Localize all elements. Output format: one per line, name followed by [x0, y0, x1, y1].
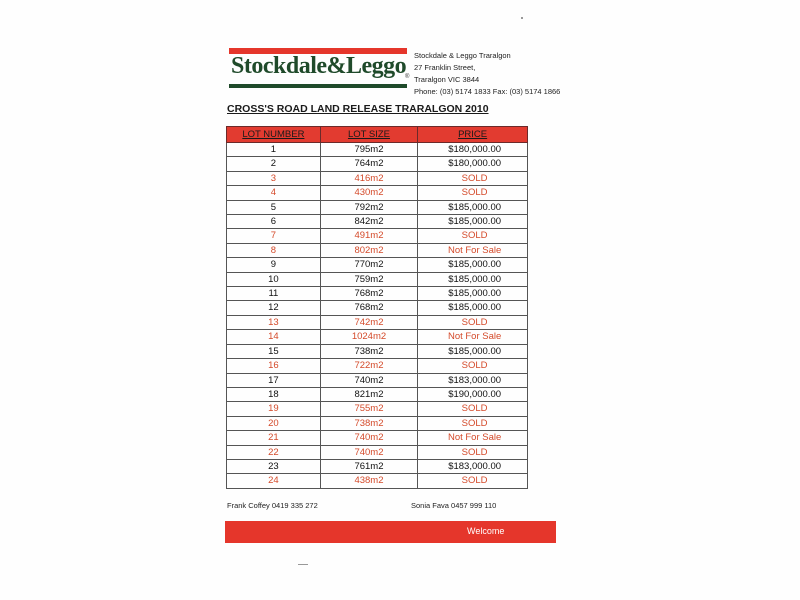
lot-size-cell: 438m2 — [320, 474, 417, 488]
lot-number-cell: 1 — [227, 143, 321, 157]
lot-number-cell: 8 — [227, 243, 321, 257]
lot-size-cell: 795m2 — [320, 143, 417, 157]
header-lot-number: LOT NUMBER — [227, 127, 321, 143]
lot-number-cell: 5 — [227, 200, 321, 214]
table-row — [227, 431, 528, 445]
lot-number-cell: 9 — [227, 258, 321, 272]
lot-size-cell: 491m2 — [320, 229, 417, 243]
price-cell: $185,000.00 — [418, 287, 528, 301]
price-cell: SOLD — [418, 229, 528, 243]
lot-number-cell: 24 — [227, 474, 321, 488]
lot-number-cell: 2 — [227, 157, 321, 171]
table-row — [227, 157, 528, 171]
price-cell: SOLD — [418, 402, 528, 416]
lot-number-cell: 13 — [227, 315, 321, 329]
price-cell: $185,000.00 — [418, 200, 528, 214]
lot-size-cell: 740m2 — [320, 445, 417, 459]
price-cell: Not For Sale — [418, 330, 528, 344]
table-row — [227, 171, 528, 185]
price-cell: Not For Sale — [418, 431, 528, 445]
lot-number-cell: 21 — [227, 431, 321, 445]
price-cell: $185,000.00 — [418, 258, 528, 272]
welcome-banner — [225, 521, 556, 543]
lot-price-table — [226, 126, 528, 489]
price-cell: $185,000.00 — [418, 301, 528, 315]
lot-size-cell: 722m2 — [320, 359, 417, 373]
lot-size-cell: 768m2 — [320, 287, 417, 301]
scan-speck — [521, 17, 523, 19]
price-cell: SOLD — [418, 474, 528, 488]
registered-mark: ® — [405, 74, 410, 80]
table-row — [227, 287, 528, 301]
company-address — [414, 50, 560, 98]
price-cell: $180,000.00 — [418, 143, 528, 157]
lot-size-cell: 740m2 — [320, 373, 417, 387]
address-street: 27 Franklin Street, — [414, 63, 476, 72]
table-row — [227, 402, 528, 416]
table-row — [227, 330, 528, 344]
lot-size-cell: 759m2 — [320, 272, 417, 286]
contact-sonia-fava: Sonia Fava 0457 999 110 — [411, 501, 497, 510]
lot-size-cell: 802m2 — [320, 243, 417, 257]
lot-size-cell: 761m2 — [320, 459, 417, 473]
contact-frank-coffey: Frank Coffey 0419 335 272 — [227, 501, 318, 510]
price-cell: SOLD — [418, 171, 528, 185]
logo-name-part2: &Leggo — [326, 53, 407, 79]
table-row — [227, 143, 528, 157]
lot-number-cell: 20 — [227, 416, 321, 430]
table-row — [227, 459, 528, 473]
lot-number-cell: 23 — [227, 459, 321, 473]
lot-size-cell: 764m2 — [320, 157, 417, 171]
company-logo — [229, 48, 410, 88]
table-row — [227, 344, 528, 358]
price-cell: $185,000.00 — [418, 272, 528, 286]
header-price: PRICE — [418, 127, 528, 143]
welcome-text: Welcome — [467, 526, 505, 536]
lot-size-cell: 770m2 — [320, 258, 417, 272]
price-cell: SOLD — [418, 445, 528, 459]
table-row — [227, 243, 528, 257]
table-row — [227, 373, 528, 387]
lot-size-cell: 842m2 — [320, 215, 417, 229]
lot-size-cell: 738m2 — [320, 344, 417, 358]
lot-number-cell: 7 — [227, 229, 321, 243]
lot-size-cell: 1024m2 — [320, 330, 417, 344]
lot-size-cell: 430m2 — [320, 186, 417, 200]
lot-size-cell: 738m2 — [320, 416, 417, 430]
lot-number-cell: 16 — [227, 359, 321, 373]
price-cell: SOLD — [418, 186, 528, 200]
table-row — [227, 445, 528, 459]
document-title: CROSS'S ROAD LAND RELEASE TRARALGON 2010 — [227, 103, 489, 115]
lot-number-cell: 14 — [227, 330, 321, 344]
table-row — [227, 359, 528, 373]
lot-size-cell: 755m2 — [320, 402, 417, 416]
table-row — [227, 301, 528, 315]
price-cell: $185,000.00 — [418, 344, 528, 358]
table-row — [227, 416, 528, 430]
table-row — [227, 315, 528, 329]
scan-mark — [298, 564, 308, 565]
price-cell: $190,000.00 — [418, 387, 528, 401]
lot-size-cell: 416m2 — [320, 171, 417, 185]
price-cell: SOLD — [418, 315, 528, 329]
table-row — [227, 258, 528, 272]
lot-number-cell: 3 — [227, 171, 321, 185]
table-row — [227, 215, 528, 229]
price-cell: $180,000.00 — [418, 157, 528, 171]
logo-name-part1: Stockdale — [231, 53, 327, 79]
lot-number-cell: 6 — [227, 215, 321, 229]
lot-size-cell: 792m2 — [320, 200, 417, 214]
table-row — [227, 387, 528, 401]
lot-size-cell: 768m2 — [320, 301, 417, 315]
lot-number-cell: 17 — [227, 373, 321, 387]
lot-number-cell: 11 — [227, 287, 321, 301]
lot-number-cell: 19 — [227, 402, 321, 416]
logo-green-bar — [229, 84, 407, 88]
table-row — [227, 474, 528, 488]
price-cell: $185,000.00 — [418, 215, 528, 229]
price-cell: SOLD — [418, 359, 528, 373]
logo-wordmark — [231, 53, 406, 80]
price-cell: Not For Sale — [418, 243, 528, 257]
table-row — [227, 186, 528, 200]
lot-size-cell: 742m2 — [320, 315, 417, 329]
lot-number-cell: 12 — [227, 301, 321, 315]
lot-size-cell: 740m2 — [320, 431, 417, 445]
lot-size-cell: 821m2 — [320, 387, 417, 401]
lot-number-cell: 4 — [227, 186, 321, 200]
address-city: Traralgon VIC 3844 — [414, 75, 480, 84]
table-row — [227, 272, 528, 286]
price-cell: $183,000.00 — [418, 459, 528, 473]
address-phone: Phone: (03) 5174 1833 Fax: (03) 5174 1866 — [414, 87, 561, 96]
header-lot-size: LOT SIZE — [320, 127, 417, 143]
lot-number-cell: 22 — [227, 445, 321, 459]
lot-number-cell: 18 — [227, 387, 321, 401]
table-header-row — [227, 127, 528, 143]
table-row — [227, 200, 528, 214]
lot-number-cell: 15 — [227, 344, 321, 358]
table-row — [227, 229, 528, 243]
price-cell: SOLD — [418, 416, 528, 430]
table-body — [227, 143, 528, 489]
lot-number-cell: 10 — [227, 272, 321, 286]
price-cell: $183,000.00 — [418, 373, 528, 387]
address-company: Stockdale & Leggo Traralgon — [414, 51, 511, 60]
